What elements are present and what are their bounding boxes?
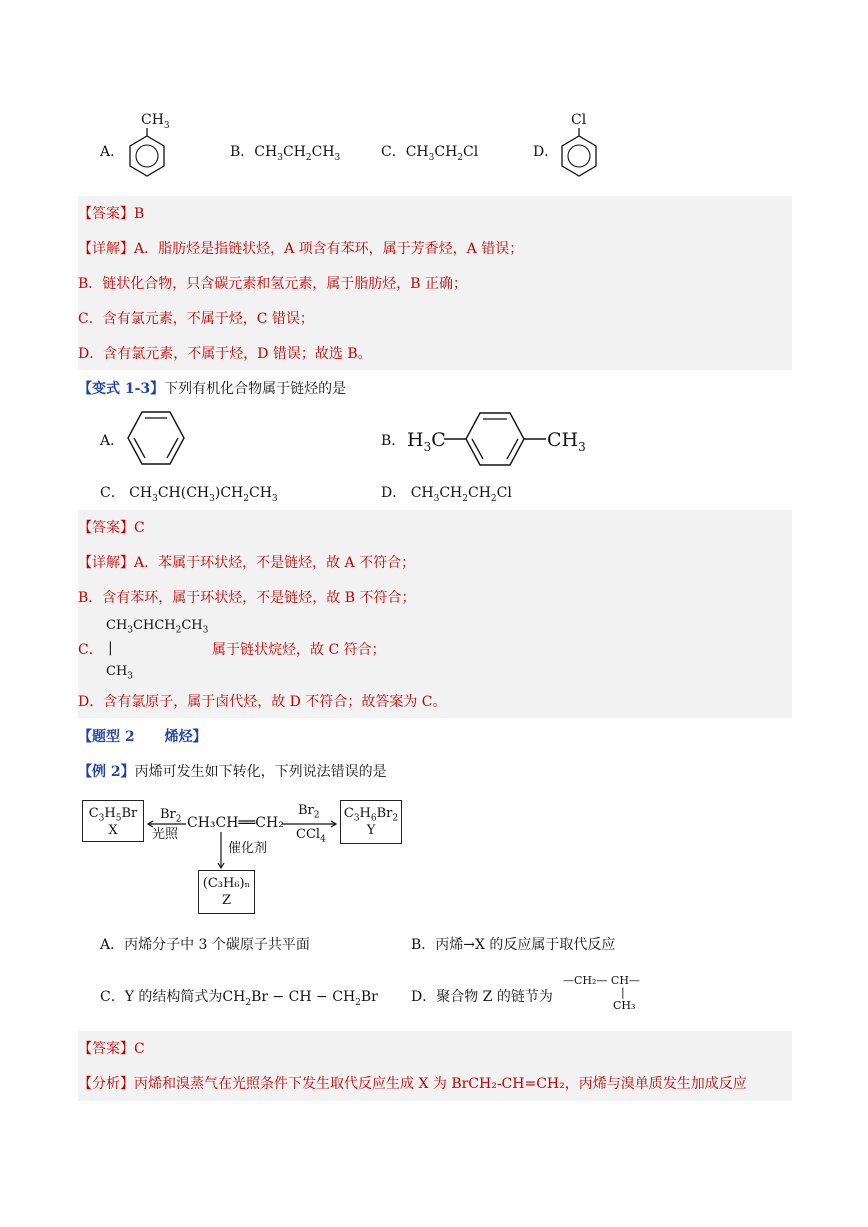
v13-option-a-label: A． <box>100 433 125 449</box>
explanation-line: C．含有氯元素，不属于烃，C 错误； <box>78 311 314 327</box>
explanation-line: D．含有氯元素，不属于烃，D 错误；故选 B。 <box>78 346 372 362</box>
arrow-down-icon <box>216 832 226 870</box>
ex2-option-d: D．聚合物 Z 的链节为 <box>411 989 553 1005</box>
box-z: (C₃H₆)ₙ Z <box>198 870 255 914</box>
box-y: $C_3H_6Br_2$ Y <box>340 800 402 844</box>
explanation-line: D．含有氯原子，属于卤代烃，故 D 不符合；故答案为 C。 <box>78 694 447 710</box>
q1-option-a-methyl: $CH_3$ <box>141 112 170 131</box>
box-x: $C_3H_5Br$ X <box>82 800 144 842</box>
right-reagent: $Br_2$ <box>298 803 320 821</box>
branched-formula-bottom: $CH_3$ <box>106 664 134 682</box>
explanation-c-label: C． <box>78 642 103 658</box>
answer-block-3 <box>78 1031 792 1101</box>
left-reagent: $Br_2$ <box>160 807 182 825</box>
right-condition: CCl$_4$ <box>296 827 326 845</box>
answer-block-2 <box>78 510 792 718</box>
down-condition: 催化剂 <box>228 841 268 856</box>
q1-option-c: C．$CH_3CH_2Cl$ <box>381 144 479 163</box>
para-xylene-ring-icon <box>440 410 550 468</box>
explanation-line: 【详解】A．脂肪烃是指链状烃，A 项含有苯环，属于芳香烃，A 错误； <box>78 241 524 257</box>
v13-option-b-label: B． <box>381 433 406 449</box>
q1-option-b: B．$CH_3CH_2CH_3$ <box>230 144 341 163</box>
explanation-line: B．含有苯环，属于环状烃，不是链烃，故 B 不符合； <box>78 590 416 606</box>
v13-option-b-left-group: $H_3C$ <box>407 429 446 454</box>
toluene-structure-icon <box>126 128 166 188</box>
v13-option-d: D． $CH_3CH_2CH_2Cl$ <box>381 485 512 504</box>
ex2-option-a: A．丙烯分子中 3 个碳原子共平面 <box>100 937 310 953</box>
answer-line: 【答案】C <box>78 1041 145 1057</box>
v13-option-c: C． $CH_3CH(CH_3)CH_2CH_3$ <box>100 485 278 504</box>
explanation-line: B．链状化合物，只含碳元素和氢元素，属于脂肪烃，B 正确； <box>78 276 468 292</box>
example-2-question: 【例 2】丙烯可发生如下转化，下列说法错误的是 <box>78 764 387 780</box>
q1-option-a-label: A． <box>100 144 125 160</box>
propene-formula: CH₃CH══CH₂ <box>187 815 284 831</box>
answer-line: 【答案】B <box>78 206 145 222</box>
explanation-line: 【详解】A．苯属于环状烃，不是链烃，故 A 不符合； <box>78 555 416 571</box>
section-heading-type-2: 【题型 2 烯烃】 <box>78 729 207 745</box>
chlorobenzene-structure-icon <box>558 128 598 188</box>
analysis-line: 【分析】丙烯和溴蒸气在光照条件下发生取代反应生成 X 为 BrCH₂-CH=CH₂，丙烯与溴单质发生加成反应 <box>78 1076 747 1092</box>
ex2-option-d-branch-bond: | <box>621 986 625 999</box>
ex2-option-b: B．丙烯→X 的反应属于取代反应 <box>411 937 616 953</box>
ex2-option-d-chain-bottom: CH₃ <box>613 999 636 1012</box>
q1-option-d-label: D． <box>533 144 559 160</box>
ex2-option-c: C．Y 的结构简式为$CH_2Br$ − CH − $CH_2Br$ <box>100 989 378 1008</box>
branched-formula-top: $CH_3CHCH_2CH_3$ <box>106 618 209 636</box>
answer-block-1 <box>78 196 792 370</box>
left-condition: 光照 <box>152 827 179 842</box>
q1-option-d-cl: Cl <box>571 112 587 128</box>
branch-bond: | <box>108 640 113 656</box>
variant-1-3-question: 【变式 1-3】下列有机化合物属于链烃的是 <box>78 381 347 397</box>
explanation-line: 属于链状烷烃，故 C 符合； <box>212 642 386 658</box>
ex2-option-d-chain-top: —CH₂— CH— <box>563 974 640 987</box>
benzene-structure-icon <box>126 410 186 468</box>
v13-option-b-right-group: $CH_3$ <box>547 429 586 454</box>
answer-line: 【答案】C <box>78 520 145 536</box>
